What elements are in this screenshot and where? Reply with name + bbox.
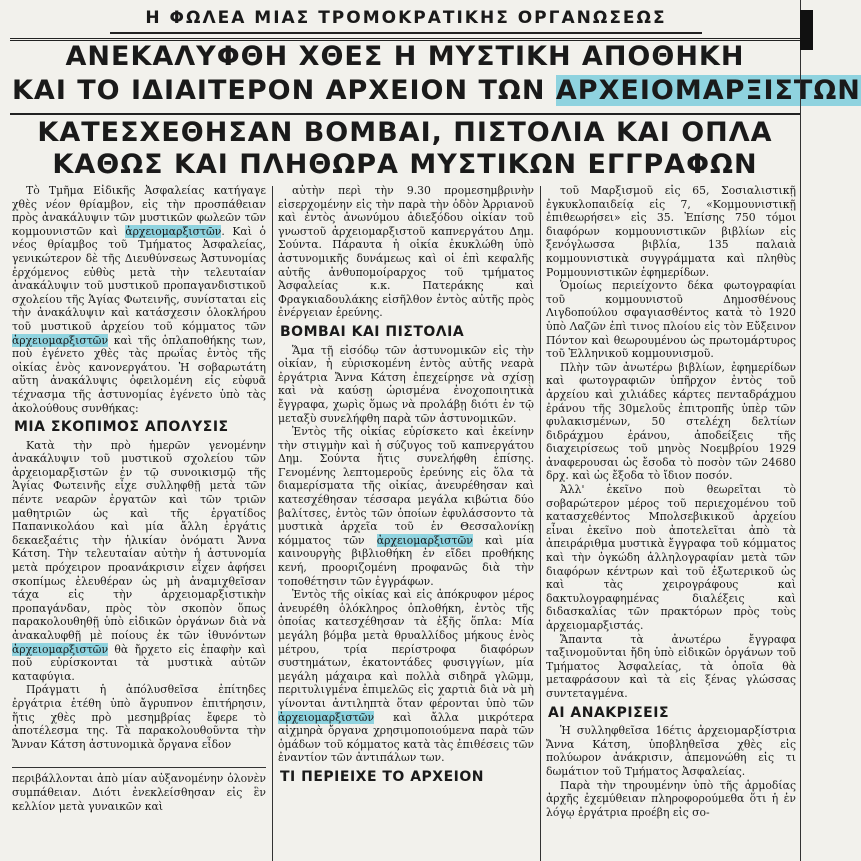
paragraph: περιβάλλονται ἀπὸ μίαν αὐξανομένην ὁλονὲν συμπάθειαν. Διότι ἐνεκλείσθησαν εἰς ἓν κελλίον μετὰ γυναικῶν καὶ bbox=[12, 767, 266, 813]
sub-headline bbox=[12, 117, 798, 181]
paragraph: Ἀλλ' ἐκεῖνο ποὺ θεωρεῖται τὸ σοβαρώτερον μέρος τοῦ περιεχομένου τοῦ κατασχεθέντος Μπολσεβικικοῦ ἀρχείου εἶναι ἐκεῖνο ποὺ ἀποτελεῖται ἀπὸ τὰ ἀπειράριθμα μυστικὰ ἔγγραφα τοῦ κόμματος καὶ τὴν ὀγκώδη ἀλληλογραφίαν μετὰ τῶν διαφόρων κέντρων καὶ τοῦ ἐξωτερικοῦ ὡς καὶ τὰς χειρογράφους καὶ δακτυλογραφημένας διαλέξεις καὶ διδασκαλίας τῶν πρακτόρων πρὸς τοὺς ἀρχειομαρξιστάς. bbox=[546, 483, 796, 632]
paragraph bbox=[278, 588, 534, 765]
highlighted-term: ἀρχειομαρξιστῶν bbox=[278, 710, 375, 724]
highlighted-term: ἀρχειομαρξιστῶν bbox=[12, 642, 109, 656]
article-column-3 bbox=[546, 184, 796, 861]
text-run: . Καὶ ὁ νέος θρίαμβος τοῦ Τμήματος Ἀσφαλείας, γενικώτερον δὲ τῆς Διευθύνσεως Ἀστυνομίας ἐρχόμενος εὐθὺς μετὰ τὴν τελευταίαν ἀνακάλυψιν τοῦ μυστικοῦ προπαγανδιστικοῦ σχολείου τῆς Ἁγίας Φωτεινῆς, συνίσταται εἰς τὴν ἀνακάλυψιν καὶ κατάσχεσιν ὁλοκλήρου τοῦ μυστικοῦ ἀρχείου τοῦ κόμματος τῶν bbox=[12, 224, 267, 333]
paragraph: Παρὰ τὴν τηρουμένην ὑπὸ τῆς ἁρμοδίας ἀρχῆς ἐχεμύθειαν πληροφορούμεθα ὅτι ἡ ἐν λόγῳ ἐργάτρια προέβη εἰς σο- bbox=[546, 778, 796, 819]
paragraph: αὐτὴν περὶ τὴν 9.30 προμεσημβρινὴν εἰσερχομένην εἰς τὴν παρὰ τὴν ὁδὸν Ἀρριανοῦ καὶ ἐντὸς ἀνωνύμου ἀδιεξόδου οἰκίαν τοῦ γνωστοῦ ἀρχειομαρξιστοῦ καπνεργάτου Δημ. Σούντα. Πάραυτα ἡ οἰκία ἐκυκλώθη ὑπὸ ἀστυνομικῆς δυνάμεως καὶ οἱ ἐπὶ κεφαλῆς αὐτῆς ἀνθυπομοίραρχος τοῦ τμήματος Ἀσφαλείας κ.κ. Πατεράκης καὶ Φραγκιαδουλάκης εἰσῆλθον ἐντὸς αὐτῆς πρὸς ἐνέργειαν ἐρεύνης. bbox=[278, 184, 534, 320]
paragraph: Ὁμοίως περιείχοντο δέκα φωτογραφίαι τοῦ κομμουνιστοῦ Δημοσθένους Λιγδοπούλου σφαγιασθέντος κατὰ τὸ 1920 ὑπὸ Λαζῶν ἐπὶ τινος πλοίου εἰς τὸν Εὔξεινον Πόντον καὶ θεωρουμένου ὡς πρωτομάρτυρος τοῦ Ἑλληνικοῦ κομμουνισμοῦ. bbox=[546, 279, 796, 361]
paragraph bbox=[12, 439, 266, 684]
text-run: Ἐντὸς τῆς οἰκίας εὑρίσκετο καὶ ἐκείνην τὴν στιγμὴν καὶ ἡ σύζυγος τοῦ καπνεργάτου Δημ. Σούντα ἥτις συνελήφθη ἐπίσης. Γενομένης λεπτομεροῦς ἐρεύνης εἰς ὅλα τὰ διαμερίσματα τῆς οἰκίας, ἀνευρέθησαν καὶ κατεσχέθησαν τέσσαρα μεγάλα κιβώτια δύο βαλίτσες, ἐντὸς τῶν ὁποίων ἐφυλάσσοντο τὰ μυστικὰ ἀρχεῖα τοῦ ἐν Θεσσαλονίκῃ κόμματος τῶν bbox=[278, 425, 534, 547]
sub-headline-line-1: ΚΑΤΕΣΧΕΘΗΣΑΝ ΒΟΜΒΑΙ, ΠΙΣΤΟΛΙΑ ΚΑΙ ΟΠΛΑ bbox=[37, 117, 773, 148]
main-headline-line-2-text: ΚΑΙ ΤΟ ΙΔΙΑΙΤΕΡΟΝ ΑΡΧΕΙΟΝ ΤΩΝ bbox=[12, 75, 546, 106]
highlighted-term: ἀρχειομαρξιστῶν bbox=[376, 533, 473, 547]
main-headline bbox=[12, 40, 861, 108]
paragraph: Ἡ συλληφθεῖσα 16έτις ἀρχειομαρξίστρια Ἄννα Κάτση, ὑποβληθεῖσα χθὲς εἰς πολύωρον ἀνάκρισιν, ἀπεμονώθη εἰς τι δωμάτιον τοῦ Τμήματος Ἀσφαλείας. bbox=[546, 724, 796, 778]
column-divider bbox=[272, 186, 273, 861]
article-column-1 bbox=[12, 184, 266, 861]
main-headline-line-2 bbox=[12, 74, 861, 108]
paragraph: Ἅπαντα τὰ ἀνωτέρω ἔγγραφα ταξινομοῦνται ἤδη ὑπὸ εἰδικῶν ὀργάνων τοῦ Τμήματος Ἀσφαλείας, τὰ ὁποῖα θὰ μεταφράσουν καὶ τὰ εἰς ξένας γλώσσας συντεταγμένα. bbox=[546, 632, 796, 700]
text-run: καὶ ἄλλα μικρότερα αἰχμηρὰ ὄργανα χρησιμοποιούμενα παρὰ τῶν ὁμάδων τοῦ κόμματος κατὰ τὰς ἐπιθέσεις τῶν ἐναντίον τῶν ἀντιπάλων των. bbox=[278, 710, 534, 765]
adjacent-column-fragment bbox=[800, 10, 813, 50]
text-run: καὶ τῆς ὁπλαποθήκης των, ποὺ ἐγένετο χθὲς τὰς πρωΐας ἐντὸς τῆς οἰκίας ἑνὸς κανονεργάτου. Ἡ σοβαρωτάτη αὕτη ἀνακάλυψις ὀφειλομένη εἰς εὐφυᾶ τέχνασμα τῆς ἀστυνομίας ἐγένετο ὑπὸ τὰς ἀκολούθους συνθήκας: bbox=[12, 333, 267, 415]
section-heading: ΜΙΑ ΣΚΟΠΙΜΟΣ ΑΠΟΛΥΣΙΣ bbox=[14, 419, 229, 436]
highlighted-term: ΑΡΧΕΙΟΜΑΡΞΙΣΤΩΝ bbox=[555, 75, 861, 106]
text-run: Κατὰ τὴν πρὸ ἡμερῶν γενομένην ἀνακάλυψιν τοῦ μυστικοῦ σχολείου τῶν ἀρχειομαρξιστῶν ἐν τῷ συνοικισμῷ τῆς Ἁγίας Φωτεινῆς εἶχε συλληφθῇ μετὰ τῶν πέντε νεαρῶν ἐργατῶν καὶ τῶν τριῶν μαθητριῶν ὡς καὶ τῆς ἐργατίδος Παπανικολάου καὶ μία ἄλλη ἐργάτις δεκαεξαέτις τὴν ἡλικίαν ὀνόματι Ἄννα Κάτση. Τὴν τελευταίαν αὐτὴν ἡ ἀστυνομία μετὰ πρόχειρον προανάκρισιν εἶχεν ἀφήσει σκοπίμως ἐλευθέραν ὡς μὴ ἀναμιχθεῖσαν τάχα εἰς τὴν ἀρχειομαρξιστικὴν προπαγάνδαν, πρὸς τὸν σκοπὸν ὅπως παρακολουθηθῇ ὑπὸ εἰδικῶν ὀργάνων διὰ νὰ ἀνακαλυφθῇ μὲ ποίους ἐκ τῶν ἰθυνόντων bbox=[12, 438, 266, 642]
highlighted-term: ἀρχειομαρξιστῶν bbox=[12, 333, 109, 347]
column-divider bbox=[540, 186, 541, 861]
highlighted-term: ἀρχειομαρξιστῶν bbox=[125, 224, 222, 238]
page-edge-divider bbox=[800, 0, 801, 861]
sub-headline-line-2: ΚΑΘΩΣ ΚΑΙ ΠΛΗΘΩΡΑ ΜΥΣΤΙΚΩΝ ΕΓΓΡΑΦΩΝ bbox=[52, 149, 758, 180]
divider bbox=[10, 113, 800, 115]
section-heading: ΒΟΜΒΑΙ ΚΑΙ ΠΙΣΤΟΛΙΑ bbox=[280, 323, 465, 340]
text-run: καὶ μία καινουργὴς βιβλιοθήκη ἐν εἴδει προθήκης κενή, προοριζομένη προφανῶς διὰ τὴν τοποθέτησιν τῶν ἐγγράφων. bbox=[278, 533, 534, 588]
text-run: Τὸ Τμῆμα Εἰδικῆς Ἀσφαλείας κατήγαγε χθὲς νέον θρίαμβον, εἰς τὴν προσπάθειαν πρὸς ἀνακάλυψιν τῶν μυστικῶν φωλεῶν τῶν κομμουνιστῶν καὶ bbox=[12, 184, 266, 238]
paragraph bbox=[12, 184, 266, 415]
section-heading: ΤΙ ΠΕΡΙΕΙΧΕ ΤΟ ΑΡΧΕΙΟΝ bbox=[280, 768, 484, 785]
paragraph: Πράγματι ἡ ἀπόλυσθεῖσα ἐπίτηδες ἐργάτρια ἐτέθη ὑπὸ ἄγρυπνον ἐπιτήρησιν, ἥτις χθὲς πρὸ μεσημβρίας ἔφερε τὸ ἀποτέλεσμα της. Τὰ παρακολουθοῦντα τὴν Ἄνναν Κάτση ἀστυνομικὰ ὄργανα εἶδον bbox=[12, 683, 266, 751]
paragraph: τοῦ Μαρξισμοῦ εἰς 65, Σοσιαλιστικῇ ἐγκυκλοπαιδείᾳ εἰς 7, «Κομμουνιστικῇ ἐπιθεωρήσει» εἰς 35. Ἐπίσης 750 τόμοι διαφόρων κομμουνιστικῶν βιβλίων εἰς ξενόγλωσσα βιβλία, 135 παλαιὰ κομμουνιστικὰ συγγράμματα καὶ πληθὺς Ρομμουνιστικῶν ἐφημερίδων. bbox=[546, 184, 796, 279]
kicker-headline: Η ΦΩΛΕΑ ΜΙΑΣ ΤΡΟΜΟΚΡΑΤΙΚΗΣ ΟΡΓΑΝΩΣΕΩΣ bbox=[110, 4, 702, 34]
paragraph bbox=[278, 425, 534, 588]
section-heading: ΑΙ ΑΝΑΚΡΙΣΕΙΣ bbox=[548, 704, 670, 721]
paragraph: Πλὴν τῶν ἀνωτέρω βιβλίων, ἐφημερίδων καὶ φωτογραφιῶν ὑπῆρχον ἐντὸς τοῦ ἀρχείου καὶ χιλιάδες κάρτες πενταδράχμου ἐράνου τῆς 30μελοῦς ἐπιτροπῆς ὑπὲρ τῶν φυλακισμένων, 50 στελέχη δελτίων διδράχμου ἐράνου, ἀποδείξεις τῆς διαχειρίσεως τοῦ μηνὸς Νοεμβρίου 1929 ἀναφερουσαι ὡς ἔσοδα τὸ ποσὸν τῶν 24680 δρχ. καὶ ὡς ἔξοδα τὸ ἴδιον ποσόν. bbox=[546, 360, 796, 483]
main-headline-line-1: ΑΝΕΚΑΛΥΦΘΗ ΧΘΕΣ Η ΜΥΣΤΙΚΗ ΑΠΟΘΗΚΗ bbox=[65, 41, 745, 72]
paragraph: Ἅμα τῇ εἰσόδῳ τῶν ἀστυνομικῶν εἰς τὴν οἰκίαν, ἡ εὑρισκομένη ἐντὸς αὐτῆς νεαρὰ ἐργάτρια Ἄννα Κάτση ἐπεχείρησε νὰ σχίσῃ καὶ νὰ καύσῃ ὡρισμένα ἐνοχοποιητικὰ ἔγγραφα, χωρὶς ὅμως νὰ προλάβῃ διότι ἐν τῷ μεταξὺ συνελήφθη παρὰ τῶν ἀστυνομικῶν. bbox=[278, 343, 534, 425]
text-run: Ἐντὸς τῆς οἰκίας καὶ εἰς ἀπόκρυφον μέρος ἀνευρέθη ὁλόκληρος ὁπλοθήκη, ἐντὸς τῆς ὁποίας κατεσχέθησαν τὰ ἑξῆς ὅπλα: Μία μεγάλη βόμβα μετὰ θρυαλλίδος μήκους ἑνὸς μέτρου, τρία περίστροφα διαφόρων συστημάτων, ἑκατοντάδες φυσιγγίων, μία μεγάλη μάχαιρα καὶ πολλὰ σιδηρᾶ γλῶμμ, περιτυλιγμένα ἐπιμελῶς εἰς χαρτιὰ διὰ νὰ μὴ γίνονται ἀντιληπτὰ ὅταν φέρονται ὑπὸ τῶν bbox=[278, 588, 534, 710]
text-run: θὰ ἤρχετο εἰς ἐπαφὴν καὶ ποῦ εὑρίσκονται τὰ μυστικὰ αὐτῶν καταφύγια. bbox=[12, 642, 266, 683]
article-column-2 bbox=[278, 184, 534, 861]
